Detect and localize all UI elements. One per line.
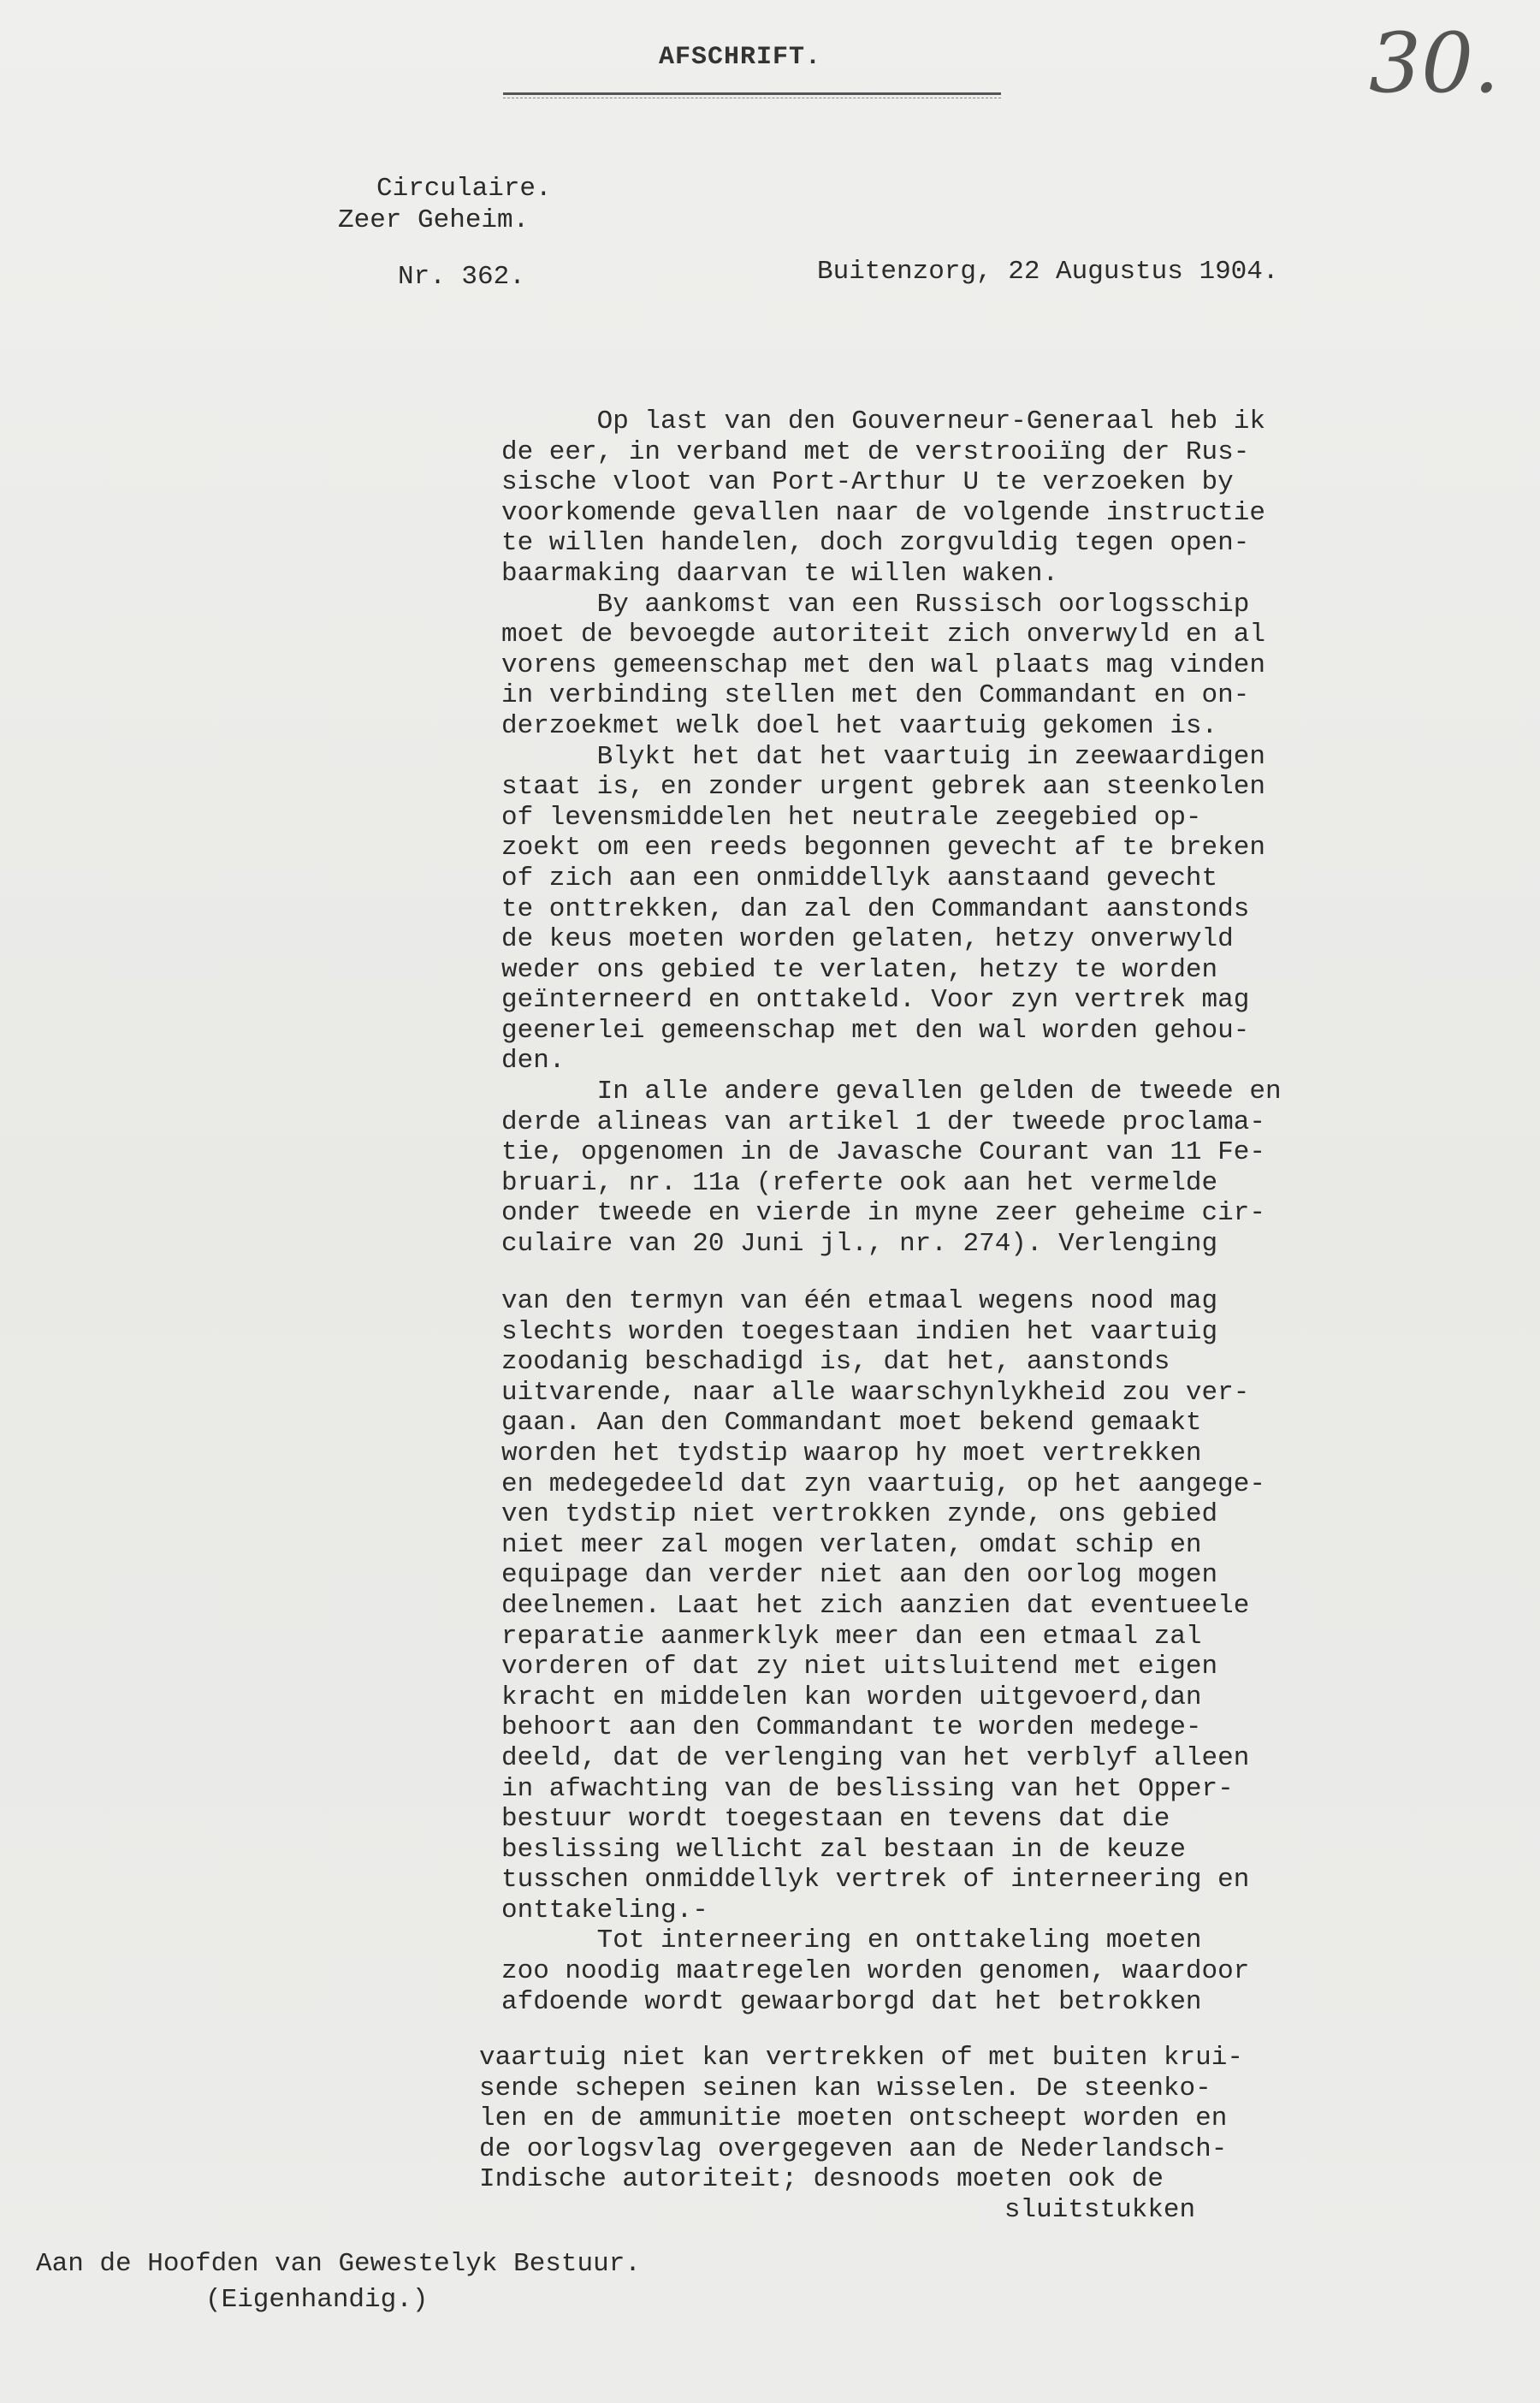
text-line: tie, opgenomen in de Javasche Courant van 11 Fe-: [501, 1137, 1265, 1168]
addressee-line: Aan de Hoofden van Gewestelyk Bestuur.: [36, 2249, 641, 2279]
text-line: derzoekmet welk doel het vaartuig gekomen is.: [501, 710, 1218, 741]
text-line: weder ons gebied te verlaten, hetzy te worden: [501, 954, 1218, 985]
body-block-3: [479, 2043, 1437, 2226]
text-line: zoo noodig maatregelen worden genomen, waardoor: [501, 1956, 1250, 1987]
text-line: bruari, nr. 11a (referte ook aan het vermelde: [501, 1167, 1218, 1198]
text-line: beslissing wellicht zal bestaan in de keuze: [501, 1834, 1186, 1865]
text-line: afdoende wordt gewaarborgd dat het betrokken: [501, 1986, 1202, 2017]
text-line: uitvarende, naar alle waarschynlykheid zou ver-: [501, 1377, 1250, 1408]
text-line: te onttrekken, dan zal den Commandant aanstonds: [501, 893, 1250, 924]
text-line: voorkomende gevallen naar de volgende instructie: [501, 497, 1265, 528]
text-line: staat is, en zonder urgent gebrek aan steenkolen: [501, 772, 1265, 803]
text-line: onttakeling.-: [501, 1895, 708, 1925]
text-line: vorens gemeenschap met den wal plaats mag vinden: [501, 650, 1265, 680]
text-line: zoodanig beschadigd is, dat het, aanstonds: [501, 1347, 1170, 1378]
text-line: niet meer zal mogen verlaten, omdat schip en: [501, 1529, 1202, 1560]
text-line: gaan. Aan den Commandant moet bekend gemaakt: [501, 1408, 1202, 1439]
text-line: zoekt om een reeds begonnen gevecht af te breken: [501, 833, 1265, 863]
text-line: derde alineas van artikel 1 der tweede proclama-: [501, 1107, 1265, 1137]
title-underline: [503, 92, 1001, 95]
text-line: deelnemen. Laat het zich aanzien dat eventueele: [501, 1590, 1250, 1621]
text-line: geïnterneerd en onttakeld. Voor zyn vertrek mag: [501, 985, 1250, 1016]
text-line: de eer, in verband met de verstrooiïng der Rus-: [501, 436, 1250, 467]
text-line: de keus moeten worden gelaten, hetzy onverwyld: [501, 924, 1234, 955]
text-line: tusschen onmiddellyk vertrek of interneering en: [501, 1865, 1250, 1896]
text-line: en medegedeeld dat zyn vaartuig, op het aangege-: [501, 1468, 1265, 1499]
text-line: vorderen of dat zy niet uitsluitend met eigen: [501, 1652, 1218, 1682]
text-line: van den termyn van één etmaal wegens nood mag: [501, 1286, 1218, 1316]
text-line: culaire van 20 Juni jl., nr. 274). Verlenging: [501, 1229, 1218, 1260]
text-line: deeld, dat de verlenging van het verblyf alleen: [501, 1742, 1250, 1773]
text-line: te willen handelen, doch zorgvuldig tegen open-: [501, 528, 1250, 559]
place-date: Buitenzorg, 22 Augustus 1904.: [817, 257, 1279, 287]
text-line: In alle andere gevallen gelden de tweede en: [501, 1077, 1282, 1107]
text-line: slechts worden toegestaan indien het vaartuig: [501, 1316, 1218, 1347]
text-line: sende schepen seinen kan wisselen. De steenko-: [479, 2073, 1211, 2103]
body-block-1: [501, 406, 1460, 1260]
circular-label: Circulaire.: [376, 174, 552, 204]
text-line: vaartuig niet kan vertrekken of met buiten krui-: [479, 2043, 1243, 2073]
text-line: ven tydstip niet vertrokken zynde, ons gebied: [501, 1499, 1218, 1530]
text-line: onder tweede en vierde in myne zeer geheime cir-: [501, 1198, 1265, 1229]
text-line: Indische autoriteit; desnoods moeten ook de: [479, 2164, 1164, 2195]
body-block-2: [501, 1286, 1460, 2017]
text-line: reparatie aanmerklyk meer dan een etmaal zal: [501, 1621, 1202, 1652]
text-line: behoort aan den Commandant te worden medege-: [501, 1712, 1202, 1743]
text-line: sluitstukken: [479, 2194, 1196, 2225]
text-line: kracht en middelen kan worden uitgevoerd,dan: [501, 1682, 1202, 1712]
text-line: bestuur wordt toegestaan en tevens dat die: [501, 1804, 1170, 1835]
text-line: moet de bevoegde autoriteit zich onverwyld en al: [501, 620, 1265, 650]
text-line: baarmaking daarvan te willen waken.: [501, 558, 1059, 589]
text-line: Blykt het dat het vaartuig in zeewaardigen: [501, 741, 1265, 772]
text-line: in verbinding stellen met den Commandant en on-: [501, 680, 1250, 711]
addressee-note: (Eigenhandig.): [205, 2285, 429, 2315]
text-line: equipage dan verder niet aan den oorlog mogen: [501, 1560, 1218, 1591]
text-line: Tot interneering en onttakeling moeten: [501, 1925, 1202, 1956]
circular-number: Nr. 362.: [398, 262, 525, 292]
text-line: of zich aan een onmiddellyk aanstaand gevecht: [501, 863, 1218, 893]
text-line: sische vloot van Port-Arthur U te verzoeken by: [501, 467, 1234, 498]
text-line: of levensmiddelen het neutrale zeegebied op-: [501, 802, 1202, 833]
text-line: den.: [501, 1046, 566, 1077]
text-line: de oorlogsvlag overgegeven aan de Nederlandsch-: [479, 2133, 1228, 2164]
text-line: geenerlei gemeenschap met den wal worden gehou-: [501, 1015, 1250, 1046]
text-line: worden het tydstip waarop hy moet vertrekken: [501, 1438, 1202, 1468]
document-title: AFSCHRIFT.: [659, 43, 822, 72]
text-line: in afwachting van de beslissing van het Opper-: [501, 1773, 1234, 1804]
text-line: By aankomst van een Russisch oorlogsschip: [501, 589, 1250, 620]
handwritten-page-number: 30.: [1369, 15, 1500, 111]
text-line: Op last van den Gouverneur-Generaal heb ik: [501, 406, 1265, 436]
text-line: len en de ammunitie moeten ontscheept worden en: [479, 2103, 1228, 2134]
secrecy-label: Zeer Geheim.: [338, 205, 530, 235]
